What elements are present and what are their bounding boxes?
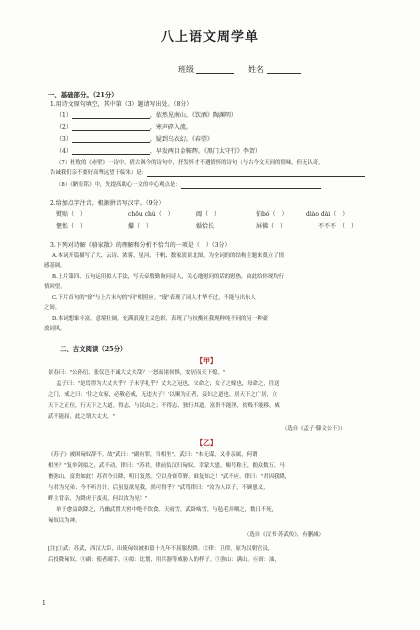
q1-blank-6[interactable] <box>181 188 321 189</box>
q1-line7-cont <box>50 170 365 177</box>
q3-option-c: C.下片首句的"徐"与上片末句的"问"相照应。"谩"表现了词人才华不过，不能与出东人 <box>52 295 256 301</box>
passage-yi-line: 相坐？"复举剑拟之，武不动，律曰："苏君，律前负汉归匈奴，幸蒙大恩，赐号称王，拥众数万，马 <box>48 463 285 469</box>
page-title: 八上语文周学单 <box>160 30 259 45</box>
class-label: 班级 <box>178 65 194 74</box>
q1-line3 <box>56 136 213 143</box>
passage-jia-line: 天下之正位，行天下之大道。得志，与民由之；不得志，独行其道。富贵不能淫，贫贱不能移，威 <box>48 403 280 409</box>
q1-line7-cont-text: 告诫我们亲不要好高骛远望于临朱）是： <box>50 170 148 176</box>
passage-jia-source: （选自《孟子·滕文公下》） <box>282 426 346 432</box>
q3-option-b-cont: 情回望。 <box>44 284 66 290</box>
q2-item-r2c5: 不不不 （ ） <box>318 223 358 230</box>
passage-jia-line: 孟子曰："是焉得为大丈夫乎？子未学礼乎？丈夫之冠也，父命之；女子之嫁也，母命之，往送 <box>56 381 280 387</box>
q3-option-a: A.本词开篇描写了大、云诗、浓雾、星河、千帆、数家淡景北图，为全词的的结构主题来奠立了情 <box>52 253 285 259</box>
q1-line2-text: ，寒声碎入流。 <box>149 124 192 131</box>
passage-yi-line: 匈奴以为神。 <box>48 518 81 524</box>
q3-option-d: D.本词想象丰富，意境壮阔，充满浪漫主义色彩，表现了与抗衡社我现种纯不同的另一种豪 <box>52 316 269 322</box>
q2-item-r1c1: 熨贴（ ） <box>56 211 87 218</box>
q2-item-r2c3: 婚恰长 <box>196 223 215 230</box>
passage-yi-line: 《苏子》被困匈奴辞不。故"武曰："副有罪，当相坐"，武曰："本无谋，又非亲属，何谓 <box>48 452 258 458</box>
q1-line8 <box>56 182 321 189</box>
passage-yi-line: 单于愈益欲降之，乃幽武置大窖中绝不饮食。天雨雪，武卧啮雪，与毡毛并咽之，数日不死， <box>56 507 278 513</box>
q1-line8-text: （8）《陋室铭》中，先提高助心一文的中心观点是： <box>56 182 181 188</box>
passage-yi-tag: 【乙】 <box>196 438 217 447</box>
class-blank[interactable] <box>196 73 234 74</box>
q2-item-r1c5: diào dài（ ） <box>306 211 349 218</box>
passage-jia-line: 武不能屈，此之谓大丈夫。" <box>48 414 116 420</box>
q2-prompt: 2.给加点字注音，根据拼音写汉字。（9分） <box>50 200 165 207</box>
q1-blank-3[interactable] <box>72 142 150 143</box>
q3-prompt: 3.下列对诗解《骆家散》的理解和分析不恰当的一项是（ ）（3分） <box>50 242 231 249</box>
passage-yi-line: 与君为兄弟；今不听吾计，后虽复欲见我，尚可得乎？"武骂律曰："汝为人臣子，不顾恩义， <box>48 485 269 491</box>
q3-option-c-cont: 之间。 <box>44 305 61 311</box>
q2-item-r2c2: 攥（ ） <box>128 223 153 230</box>
q1-blank-4[interactable] <box>72 154 150 155</box>
q1-blank-2[interactable] <box>72 130 150 131</box>
q1-line4 <box>56 148 261 155</box>
q3-option-b: B.上片第四、五句运用拟人手法，写天帝殷勤询问诗人，关心地慰问的话的慰热，由此给你现均行 <box>52 274 285 280</box>
q2-item-r2c1: 惬怅（ ） <box>56 223 87 230</box>
q1-line7: （7）杜牧的《赤壁》一诗中，借古讽今的诗句中，抒发怀才不遇情怀的诗句（与古今文天同的情味，但无认奇， <box>56 160 324 166</box>
q3-option-d-cont: 放词风。 <box>44 326 66 332</box>
q1-line1 <box>56 112 237 119</box>
q1-line2 <box>56 124 192 131</box>
q1-blank-1[interactable] <box>72 118 150 119</box>
passage-yi-line: 畔主背亲，为降虏于蛮夷，何以汝为见！" <box>48 496 148 502</box>
q1-blank-5[interactable] <box>147 176 365 177</box>
q2-item-r1c3: 阖（ ） <box>196 211 221 218</box>
q1-line4-num: （4） <box>56 148 72 155</box>
passage-jia-line: 之门，戒之曰：'往之女家，必敬必戒，无违夫子！'以顺为正者，妾妇之道也。居天下之广居，立 <box>48 392 278 398</box>
notes-line: [注]①武：苏武，西汉大臣，出使匈奴被扣留十九年不屈服投降。②律：卫律，原为汉朝官员， <box>48 546 274 552</box>
q2-item-r2c4: 屏佛（ ） <box>256 223 287 230</box>
q1-line1-num: （1） <box>56 112 72 119</box>
q1-line1-text: ，依然见南山。《饮酒》陶渊明） <box>149 112 237 119</box>
passage-jia-line: 景春曰："公孙衍、张仪岂不诚大丈夫哉？一怒而诸侯惧，安居而天下熄。" <box>48 370 226 376</box>
q1-prompt: 1.用诗文原句填空，其中第（3）题请写出处。（8分） <box>50 101 193 108</box>
q1-line3-text: ，疑到乌衣幻。《春望》 <box>149 136 213 143</box>
q1-line3-num: （3） <box>56 136 72 143</box>
q1-line2-num: （2） <box>56 124 72 131</box>
section-2-heading: 二、古文阅读（25分） <box>60 345 127 353</box>
q2-item-r1c4: 伯bó（ ） <box>256 211 288 218</box>
passage-yi-line: 畜弥山，富贵如此！苏君今日降，明日复然。空以身膏草野，谁复知之！"武不应。律曰："君因我降， <box>48 474 291 480</box>
q1-line4-text: ，早发两目金鞍辉。《黑门太守行》李贺） <box>149 148 261 155</box>
passage-jia-tag: 【甲】 <box>196 356 217 365</box>
notes-line: 后投降匈奴。③副：使者副手。④拟：比划，用兵器等威胁人的样子。⑤弥山：满山。⑥膏：油， <box>48 557 280 563</box>
name-label: 姓名 <box>248 65 264 74</box>
q2-item-r1c2: chōu chù（ ） <box>128 211 174 218</box>
passage-yi-source: （选自《汉书·苏武传》，有删减） <box>244 532 324 538</box>
q3-option-a-cont: 感基调。 <box>44 263 66 269</box>
page-number: 1 <box>42 600 46 607</box>
section-1-heading: 一、基础部分。（21分） <box>48 91 118 99</box>
name-blank[interactable] <box>267 73 301 74</box>
